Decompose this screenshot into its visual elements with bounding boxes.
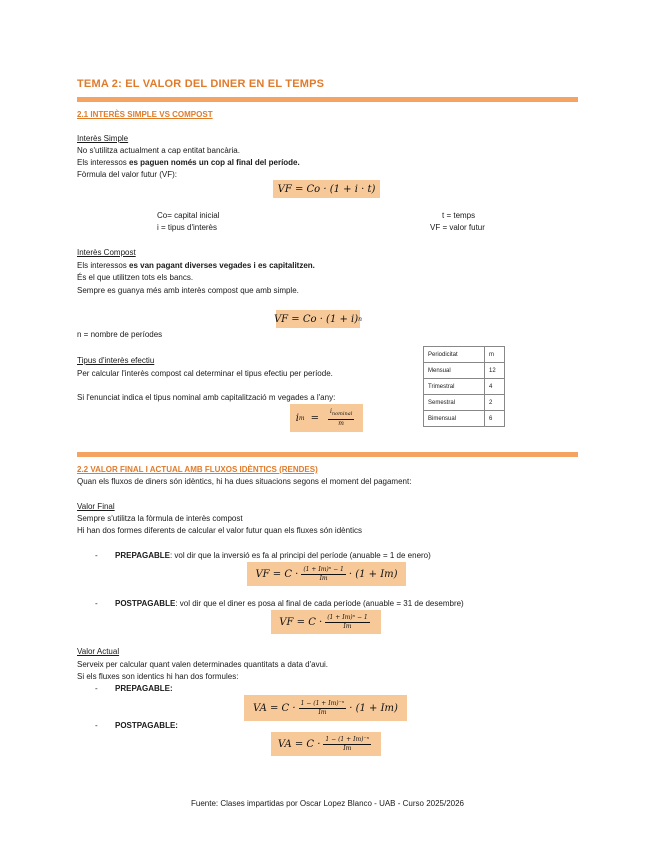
- simple-interest-label: Interès Simple: [77, 134, 129, 143]
- formula-num: 1 − (1 + Im)⁻ⁿ: [300, 699, 345, 707]
- formula-left: VA = C ·: [253, 702, 296, 714]
- section-divider: [77, 452, 578, 457]
- table-cell: Semestral: [424, 395, 485, 411]
- compound-line-2: És el que utilitzen tots els bancs.: [77, 273, 194, 282]
- simple-line-1: No s'utilitza actualment a cap entitat bancària.: [77, 146, 240, 155]
- formula-im-den: m: [338, 419, 344, 427]
- formula-left: VF = C ·: [279, 616, 323, 628]
- effective-line-2: Si l'enunciat indica el tipus nominal amb capitalització m vegades a l'any:: [77, 393, 336, 402]
- formula-fraction: [325, 614, 370, 631]
- formula-left: VF = C ·: [255, 568, 299, 580]
- table-cell: Mensual: [424, 363, 485, 379]
- legend-future-value: VF = valor futur: [430, 223, 485, 232]
- bullet-dash: -: [95, 721, 98, 730]
- section-divider: [77, 97, 578, 102]
- compound-line-1: [77, 261, 315, 270]
- compound-line-1-text: Els interessos: [77, 261, 130, 270]
- postpagable-line: [115, 599, 464, 608]
- table-row: [424, 363, 505, 379]
- table-header-cell: Periodicitat: [424, 347, 485, 363]
- table-row: [424, 379, 505, 395]
- formula-fraction: [323, 736, 371, 753]
- simple-line-2-bold: es paguen només un cop al final del període.: [129, 158, 300, 167]
- bullet-dash: -: [95, 551, 98, 560]
- formula-va-postpagable: [271, 732, 381, 756]
- postpagable-text: : vol dir que el diner es posa al final de cada període (anuable = 31 de desembre): [175, 599, 464, 608]
- page-title: TEMA 2: EL VALOR DEL DINER EN EL TEMPS: [77, 78, 325, 90]
- prepagable-label: PREPAGABLE: [115, 551, 170, 560]
- formula-den: Im: [319, 574, 328, 582]
- compound-line-3: Sempre es guanya més amb interès compost que amb simple.: [77, 286, 299, 295]
- simple-line-2-text: Els interessos: [77, 158, 130, 167]
- formula-effective-rate: i m = $\frac{i_{nominal}}{m}$: [290, 404, 363, 432]
- compound-interest-label: Interès Compost: [77, 248, 136, 257]
- periods-note: n = nombre de períodes: [77, 330, 163, 339]
- formula-simple-vf: VF = Co · (1 + i · t): [273, 180, 380, 198]
- table-row: [424, 347, 505, 363]
- formula-vf-prepagable: [247, 562, 406, 586]
- table-header-cell: m: [485, 347, 505, 363]
- bullet-dash: -: [95, 599, 98, 608]
- present-value-label: Valor Actual: [77, 647, 120, 656]
- legend-capital: Co= capital inicial: [157, 211, 220, 220]
- table-cell: 4: [485, 379, 505, 395]
- formula-fraction: [301, 566, 346, 583]
- effective-line-1: Per calcular l'interès compost cal determinar el tipus efectiu per període.: [77, 369, 333, 378]
- formula-compound-exponent: n: [358, 315, 363, 323]
- effective-rate-label: Tipus d'interès efectiu: [77, 356, 155, 365]
- formula-im-fraction: [328, 408, 354, 427]
- formula-den: Im: [343, 622, 352, 630]
- periodicity-table: [423, 346, 505, 427]
- formula-num: 1 − (1 + Im)⁻ⁿ: [325, 735, 370, 743]
- page-footer: Fuente: Clases impartidas por Oscar Lopez Blanco - UAB - Curso 2025/2026: [190, 799, 465, 808]
- legend-interest: i = tipus d'interès: [157, 223, 218, 232]
- va-postpagable-label: POSTPAGABLE:: [115, 721, 178, 730]
- formula-im-i: i: [295, 412, 299, 424]
- bullet-dash: -: [95, 684, 98, 693]
- simple-line-3: Fòrmula del valor futur (VF):: [77, 170, 178, 179]
- table-cell: 2: [485, 395, 505, 411]
- table-cell: 6: [485, 411, 505, 427]
- formula-im-num: i: [330, 408, 332, 416]
- formula-num: (1 + Im)ⁿ − 1: [327, 613, 368, 621]
- section-heading-2-2: 2.2 VALOR FINAL I ACTUAL AMB FLUXOS IDÈNTICS (RENDES): [77, 465, 318, 474]
- formula-fraction: [299, 700, 347, 717]
- final-value-label: Valor Final: [77, 502, 115, 511]
- formula-den: Im: [318, 708, 327, 716]
- formula-compound-vf: [273, 310, 363, 328]
- formula-compound-text: VF = Co · (1 + i): [273, 313, 359, 325]
- formula-im-sub: m: [298, 414, 305, 422]
- formula-left: VA = C ·: [277, 738, 321, 750]
- prepagable-line: [115, 551, 431, 560]
- va-prepagable-label: PREPAGABLE:: [115, 684, 173, 693]
- legend-time: t = temps: [442, 211, 476, 220]
- simple-line-2: [77, 158, 300, 167]
- table-row: [424, 411, 505, 427]
- formula-den: Im: [343, 744, 352, 752]
- final-value-line-2: Hi han dos formes diferents de calcular el valor futur quan els fluxes són idèntics: [77, 526, 363, 535]
- section-heading-2-1: 2.1 INTERÈS SIMPLE VS COMPOST: [77, 110, 213, 119]
- compound-line-1-bold: es van pagant diverses vegades i es capitalitzen.: [129, 261, 315, 270]
- formula-num: (1 + Im)ⁿ − 1: [303, 565, 344, 573]
- table-cell: Bimensual: [424, 411, 485, 427]
- final-value-line-1: Sempre s'utilitza la fòrmula de interès compost: [77, 514, 243, 523]
- formula-va-prepagable: [244, 695, 407, 721]
- postpagable-label: POSTPAGABLE: [115, 599, 176, 608]
- formula-right: · (1 + Im): [349, 702, 398, 714]
- present-value-line-1: Serveix per calcular quant valen determinades quantitats a data d'avui.: [77, 660, 329, 669]
- formula-im-num-sub: nominal: [331, 411, 353, 418]
- present-value-line-2: Si els fluxes son identics hi han dos formules:: [77, 672, 239, 681]
- table-cell: Trimestral: [424, 379, 485, 395]
- formula-vf-postpagable: [271, 610, 381, 634]
- table-row: [424, 395, 505, 411]
- rentes-intro: Quan els fluxos de diners són idèntics, hi ha dues situacions segons el moment del pagament:: [77, 477, 412, 486]
- prepagable-text: : vol dir que la inversió es fa al principi del període (anuable = 1 de enero): [169, 551, 431, 560]
- formula-right: · (1 + Im): [348, 568, 398, 580]
- table-cell: 12: [485, 363, 505, 379]
